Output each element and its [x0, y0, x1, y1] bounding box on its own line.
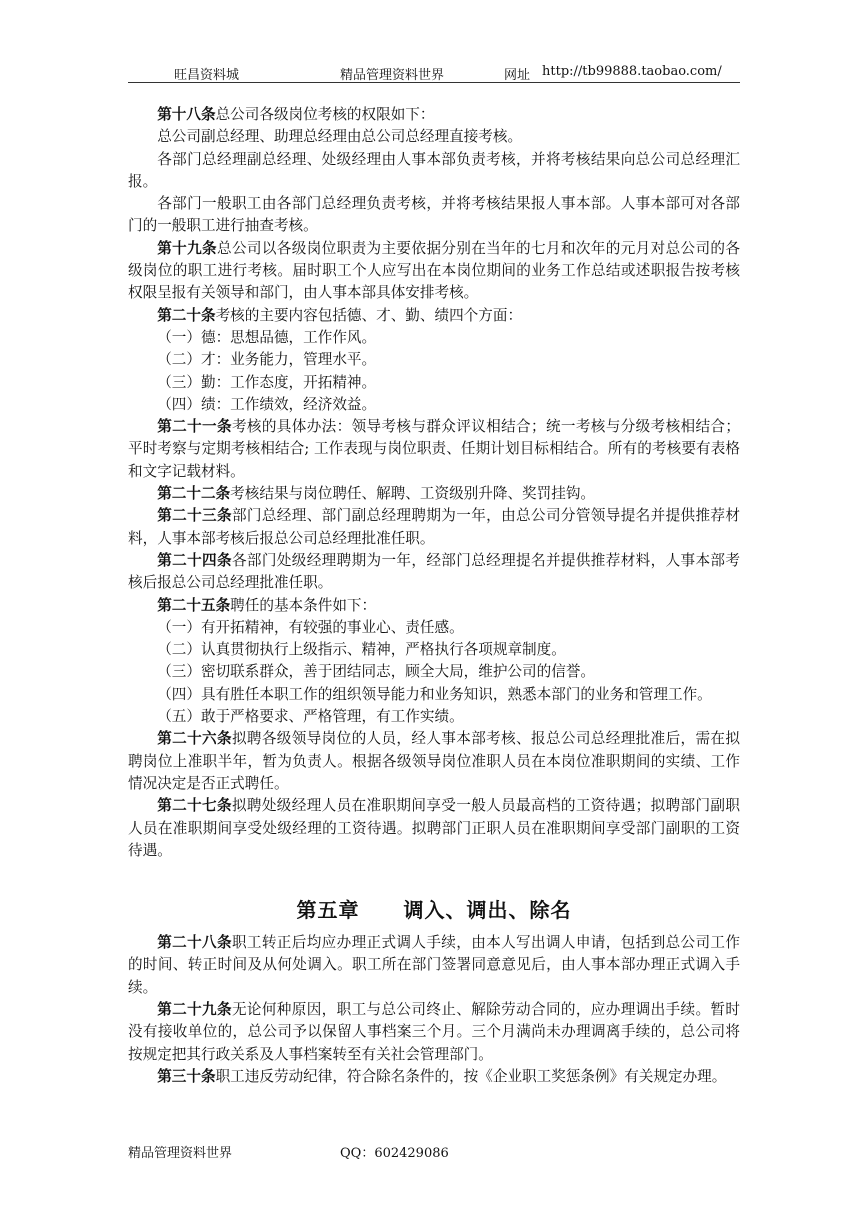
article-paragraph	[128, 372, 740, 394]
article-text: 聘任的基本条件如下：	[230, 596, 377, 614]
article-text: （三）勤：工作态度，开拓精神。	[157, 373, 377, 391]
article-paragraph	[128, 728, 740, 795]
article-paragraph	[128, 795, 740, 862]
article-text: （一）有开拓精神，有较强的事业心、责任感。	[157, 618, 464, 636]
article-paragraph	[128, 193, 740, 238]
chapter-heading	[128, 896, 740, 924]
article-text: 无论何种原因，职工与总公司终止、解除劳动合同的，应办理调出手续。暂时没有接收单位的，总公司予以保留人事档案三个月。三个月满尚未办理调离手续的，总公司将按规定把其行政关系及人事档案转至有关社会管理部门。	[128, 1000, 740, 1063]
article-text: 拟聘各级领导岗位的人员，经人事本部考核、报总公司总经理批准后，需在拟聘岗位上准职半年，暂为负责人。根据各级领导岗位准职人员在本岗位准职期间的实绩、工作情况决定是否正式聘任。	[128, 730, 740, 792]
article-number: 第二十五条	[157, 596, 231, 614]
article-paragraph	[128, 394, 740, 416]
article-paragraph	[128, 639, 740, 661]
article-paragraph	[128, 305, 740, 327]
article-text: 职工转正后均应办理正式调人手续，由本人写出调人申请，包括到总公司工作的时间、转正时间及从何处调入。职工所在部门签署同意意见后，由人事本部办理正式调入手续。	[128, 934, 740, 996]
article-text: 考核的主要内容包括德、才、勤、绩四个方面：	[215, 306, 523, 324]
page-header	[128, 60, 740, 83]
footer-site-name: 精品管理资料世界	[128, 1146, 233, 1161]
article-number: 第二十七条	[157, 797, 232, 815]
article-paragraph	[128, 238, 740, 305]
article-paragraph	[128, 661, 740, 683]
header-site-name: 精品管理资料世界	[340, 68, 445, 83]
article-number: 第二十条	[157, 306, 216, 324]
document-body	[128, 104, 740, 1088]
article-text: （二）才：业务能力，管理水平。	[157, 351, 377, 369]
article-text: 总公司以各级岗位职责为主要依据分别在当年的七月和次年的元月对总公司的各级岗位的职工进行考核。届时职工个人应写出在本岗位期间的业务工作总结或述职报告按考核权限呈报有关领导和部门，由人事本部具体安排考核。	[128, 239, 740, 302]
header-url-link[interactable]: http://tb99888.taobao.com/	[542, 64, 722, 79]
article-number: 第二十九条	[157, 1000, 232, 1018]
article-paragraph	[128, 684, 740, 706]
article-paragraph	[128, 595, 740, 617]
article-number: 第十八条	[157, 106, 216, 123]
article-text: （一）德：思想品德，工作作风。	[157, 328, 377, 346]
article-paragraph	[128, 505, 740, 550]
article-text: 各部门一般职工由各部门总经理负责考核，并将考核结果报人事本部。人事本部可对各部门的一般职工进行抽查考核。	[128, 195, 740, 235]
article-text: 拟聘处级经理人员在准职期间享受一般人员最高档的工资待遇；拟聘部门副职人员在准职期间享受处级经理的工资待遇。拟聘部门正职人员在准职期间享受部门副职的工资待遇。	[128, 797, 740, 859]
article-paragraph	[128, 104, 740, 126]
article-paragraph	[128, 327, 740, 349]
articles-section-chapter-five	[128, 932, 740, 1088]
article-paragraph	[128, 706, 740, 728]
article-text: 总公司副总经理、助理总经理由总公司总经理直接考核。	[157, 128, 523, 146]
article-number: 第十九条	[157, 239, 217, 257]
footer-qq: QQ：602429086	[340, 1146, 449, 1161]
article-text: 各部门处级经理聘期为一年，经部门总经理提名并提供推荐材料，人事本部考核后报总公司总经理批准任职。	[128, 551, 740, 592]
article-text: （五）敢于严格要求、严格管理，有工作实绩。	[157, 708, 464, 726]
article-number: 第三十条	[157, 1067, 216, 1085]
article-text: （四）具有胜任本职工作的组织领导能力和业务知识，熟悉本部门的业务和管理工作。	[157, 685, 712, 703]
article-paragraph	[128, 550, 740, 595]
article-text: （二）认真贯彻执行上级指示、精神，严格执行各项规章制度。	[157, 641, 566, 659]
article-text: 部门总经理、部门副总经理聘期为一年，由总公司分管领导提名并提供推荐材料，人事本部考核后报总公司总经理批准任职。	[128, 507, 740, 547]
article-text: （三）密切联系群众，善于团结同志，顾全大局，维护公司的信誉。	[157, 663, 596, 681]
article-text: 考核结果与岗位聘任、解聘、工资级别升降、奖罚挂钩。	[230, 485, 596, 503]
article-text: （四）绩：工作绩效，经济效益。	[157, 395, 377, 413]
chapter-title: 调入、调出、除名	[403, 898, 572, 923]
article-paragraph	[128, 349, 740, 371]
article-number: 第二十二条	[157, 485, 231, 503]
chapter-number: 第五章	[296, 898, 360, 923]
article-number: 第二十八条	[157, 934, 232, 952]
article-text: 考核的具体办法：领导考核与群众评议相结合；统一考核与分级考核相结合；平时考察与定期考核相结合; 工作表现与岗位职责、任期计划目标相结合。所有的考核要有表格和文字记载材料。	[128, 418, 740, 480]
article-paragraph	[128, 483, 740, 505]
article-paragraph	[128, 617, 740, 639]
article-number: 第二十六条	[157, 730, 232, 748]
article-text: 职工违反劳动纪律，符合除名条件的，按《企业职工奖惩条例》有关规定办理。	[215, 1067, 727, 1085]
article-number: 第二十一条	[157, 418, 232, 436]
article-paragraph	[128, 149, 740, 194]
header-url-label: 网址	[504, 68, 531, 83]
article-text: 各部门总经理副总经理、处级经理由人事本部负责考核，并将考核结果向总公司总经理汇报。	[128, 150, 740, 190]
article-text: 总公司各级岗位考核的权限如下：	[215, 106, 435, 123]
articles-section	[128, 104, 740, 862]
article-number: 第二十四条	[157, 551, 232, 569]
header-shop-name: 旺昌资料城	[174, 68, 240, 83]
article-paragraph	[128, 932, 740, 999]
article-paragraph	[128, 1066, 740, 1088]
article-paragraph	[128, 416, 740, 483]
article-paragraph	[128, 126, 740, 148]
article-paragraph	[128, 999, 740, 1066]
article-number: 第二十三条	[157, 507, 232, 525]
